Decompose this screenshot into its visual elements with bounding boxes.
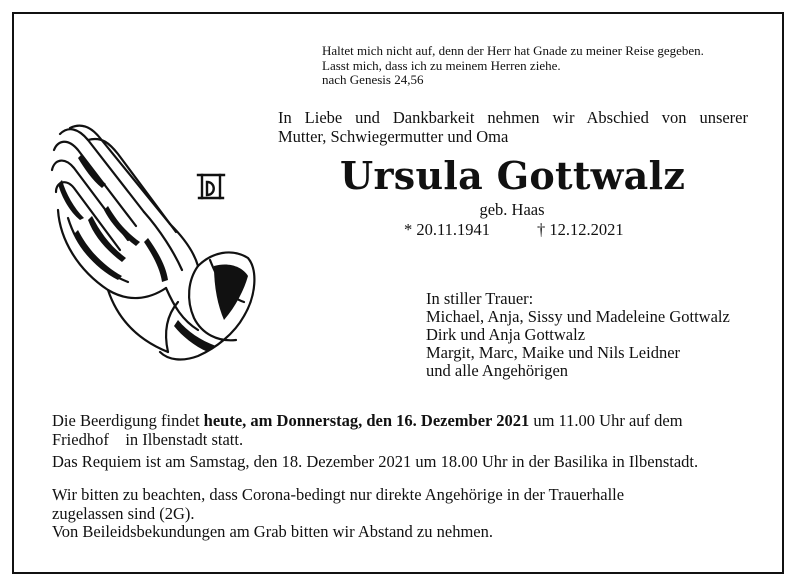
notice-line-3: Von Beileidsbekundungen am Grab bitten wir Abstand zu nehmen. bbox=[52, 522, 493, 541]
death-date: † 12.12.2021 bbox=[537, 220, 624, 239]
praying-hands-icon bbox=[48, 120, 260, 366]
maiden-name: geb. Haas bbox=[479, 200, 545, 219]
intro-line-1: In Liebe und Dankbarkeit nehmen wir Abschied von unserer bbox=[278, 108, 748, 127]
funeral-prefix: Die Beerdigung findet bbox=[52, 411, 204, 430]
funeral-line-1 bbox=[52, 412, 762, 431]
verse-line-2: Lasst mich, dass ich zu meinem Herren ziehe. bbox=[322, 57, 561, 73]
birth-date: * 20.11.1941 bbox=[404, 220, 491, 239]
durer-monogram-icon bbox=[196, 172, 226, 200]
requiem-line: Das Requiem ist am Samstag, den 18. Dezember 2021 um 18.00 Uhr in der Basilika in Ilbenstadt. bbox=[52, 452, 699, 471]
life-dates bbox=[404, 220, 704, 240]
mourner-line: Michael, Anja, Sissy und Madeleine Gottwalz bbox=[426, 307, 730, 326]
deceased-name: Ursula Gottwalz bbox=[340, 153, 686, 198]
mourner-line: Dirk und Anja Gottwalz bbox=[426, 325, 586, 344]
bible-verse bbox=[322, 44, 762, 88]
mourners-heading: In stiller Trauer: bbox=[426, 289, 534, 308]
corona-notice bbox=[52, 486, 762, 542]
notice-line-1: Wir bitten zu beachten, dass Corona-bedingt nur direkte Angehörige in der Trauerhalle bbox=[52, 485, 625, 504]
funeral-date: heute, am Donnerstag, den 16. Dezember 2021 bbox=[203, 411, 530, 430]
mourner-line: und alle Angehörigen bbox=[426, 361, 569, 380]
verse-line-1: Haltet mich nicht auf, denn der Herr hat Gnade zu meiner Reise gegeben. bbox=[322, 43, 704, 58]
funeral-suffix: um 11.00 Uhr auf dem bbox=[529, 411, 683, 430]
intro-line-2: Mutter, Schwiegermutter und Oma bbox=[278, 127, 509, 146]
funeral-line-2: Friedhof in Ilbenstadt statt. bbox=[52, 429, 244, 449]
notice-line-2: zugelassen sind (2G). bbox=[52, 503, 195, 523]
mourner-line: Margit, Marc, Maike und Nils Leidner bbox=[426, 343, 681, 362]
funeral-details bbox=[52, 412, 762, 472]
mourners-list bbox=[426, 290, 766, 380]
verse-source: nach Genesis 24,56 bbox=[322, 72, 424, 87]
farewell-intro bbox=[278, 108, 748, 146]
